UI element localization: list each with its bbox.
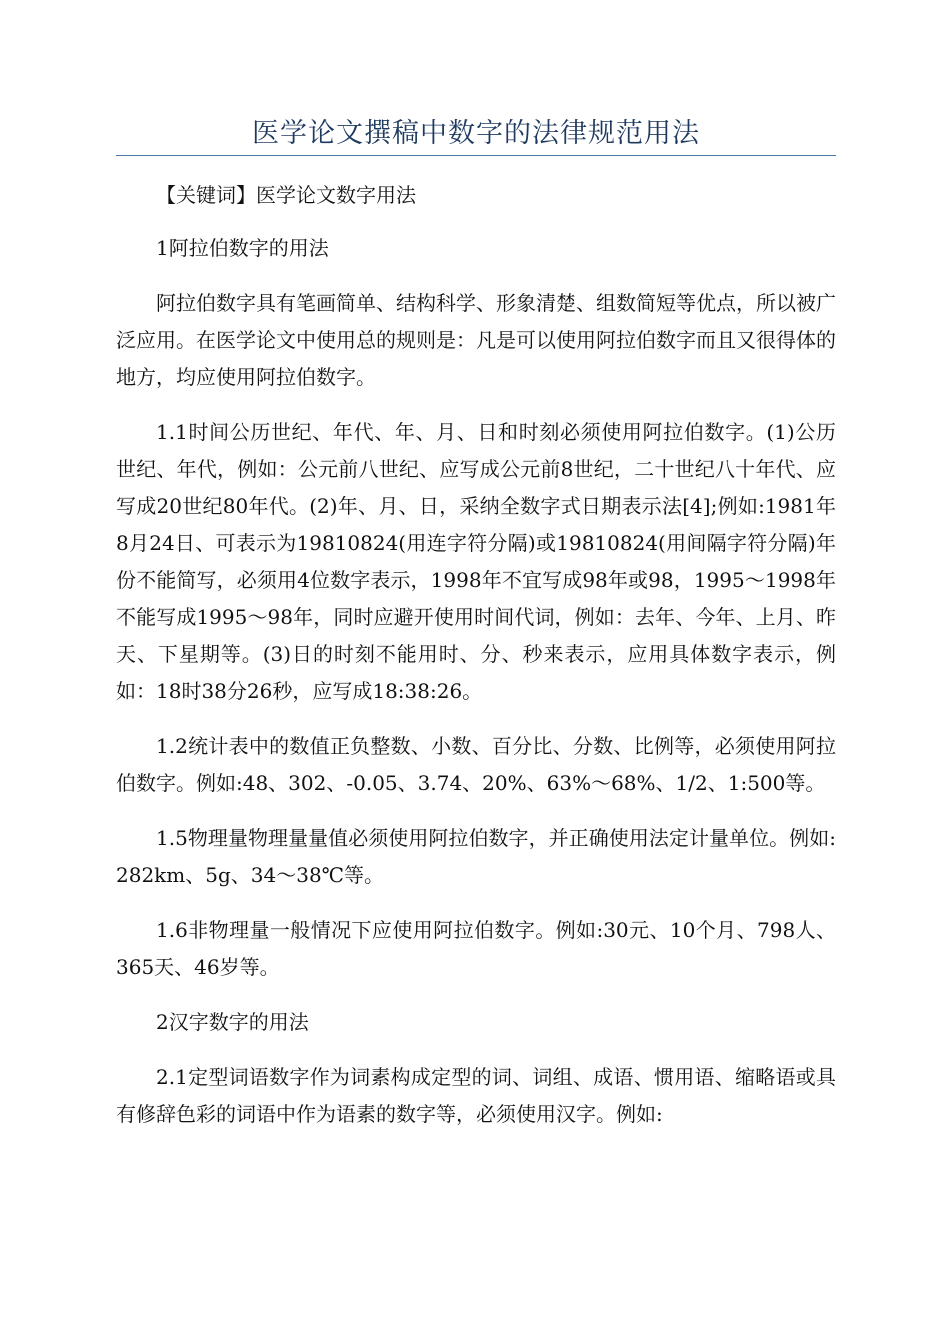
- paragraph-1-6-non-physical-quantities: 1.6非物理量一般情况下应使用阿拉伯数字。例如:30元、10个月、798人、365天、46岁等。: [116, 918, 836, 979]
- paragraph-2-1-fixed-terms: 2.1定型词语数字作为词素构成定型的词、词组、成语、惯用语、缩略语或具有修辞色彩的词语中作为语素的数字等，必须使用汉字。例如:: [116, 1065, 836, 1126]
- keywords-line: 【关键词】医学论文数字用法: [156, 183, 416, 207]
- section-heading-chinese-numerals: 2汉字数字的用法: [156, 1010, 309, 1034]
- paragraph-1-2-statistics: 1.2统计表中的数值正负整数、小数、百分比、分数、比例等，必须使用阿拉伯数字。例如:48、302、-0.05、3.74、20%、63%～68%、1/2、1:500等。: [116, 734, 836, 795]
- paragraph-1-5-physical-quantities: 1.5物理量物理量量值必须使用阿拉伯数字，并正确使用法定计量单位。例如:282km、5g、34～38℃等。: [116, 826, 836, 887]
- document-page: [116, 112, 836, 1133]
- paragraph-1-1-time: 1.1时间公历世纪、年代、年、月、日和时刻必须使用阿拉伯数字。(1)公历世纪、年代，例如：公元前八世纪、应写成公元前8世纪，二十世纪八十年代、应写成20世纪80年代。(2)年、月、日，采纳全数字式日期表示法[4];例如:1981年8月24日、可表示为19810824(用连字符分隔)或19810824(用间隔字符分隔)年份不能简写，必须用4位数字表示，1998年不宜写成98年或98，1995～1998年不能写成1995～98年，同时应避开使用时间代词，例如：去年、今年、上月、昨天、下星期等。(3)日的时刻不能用时、分、秒来表示，应用具体数字表示，例如：18时38分26秒，应写成18:38:26。: [116, 420, 836, 703]
- paragraph-intro: 阿拉伯数字具有笔画简单、结构科学、形象清楚、组数简短等优点，所以被广泛应用。在医学论文中使用总的规则是：凡是可以使用阿拉伯数字而且又很得体的地方，均应使用阿拉伯数字。: [116, 291, 836, 389]
- document-title: 医学论文撰稿中数字的法律规范用法: [252, 118, 700, 149]
- section-heading-arabic-numerals: 1阿拉伯数字的用法: [156, 236, 329, 260]
